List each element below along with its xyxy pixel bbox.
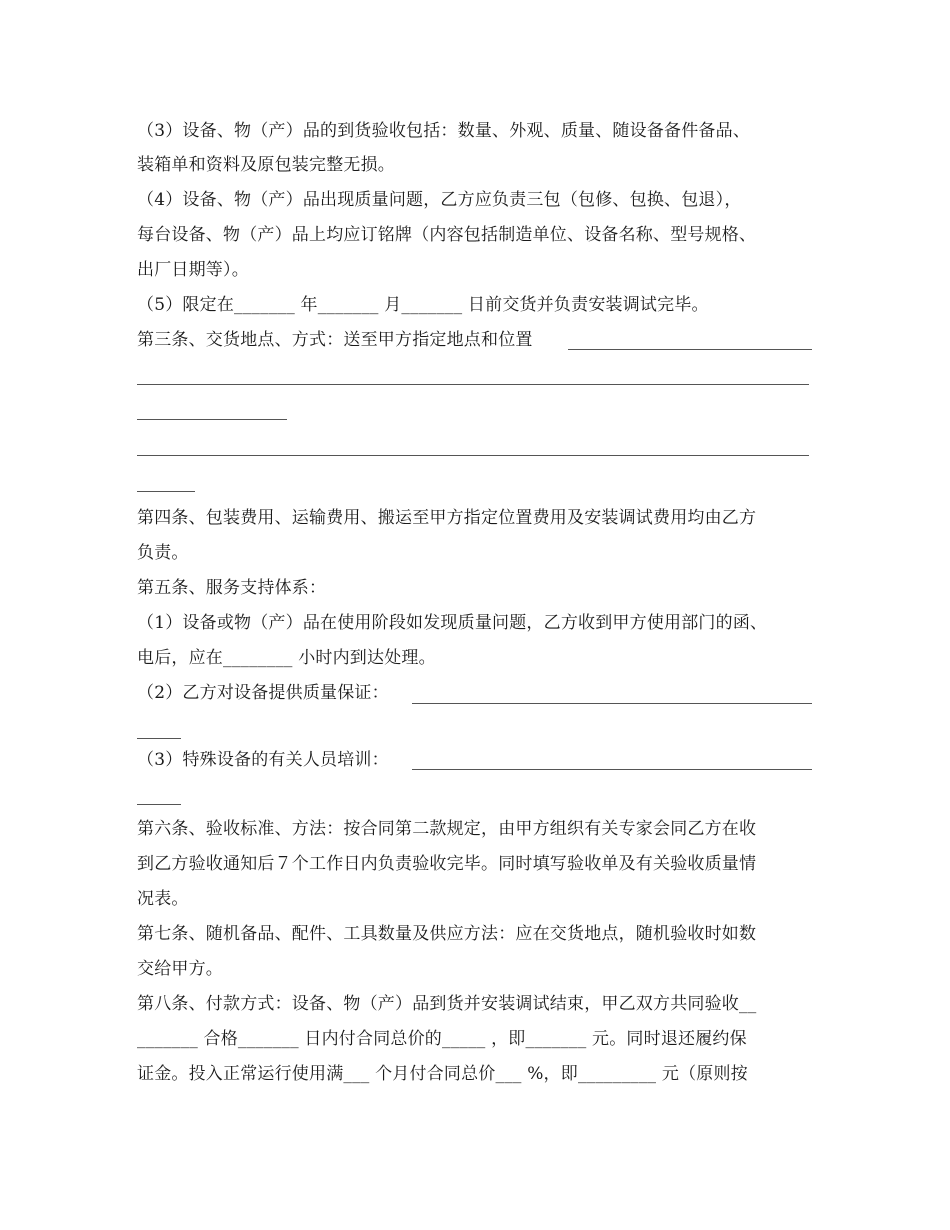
text-line: （5）限定在_______ 年_______ 月_______ 日前交货并负责安装调试完毕。 xyxy=(137,295,709,315)
text-line: 出厂日期等）。 xyxy=(137,260,249,280)
fill-in-blank xyxy=(137,419,287,420)
text-line: 证金。投入正常运行使用满___ 个月付合同总价___ %，即_________ 元（原则按 xyxy=(137,1064,748,1084)
text-line: （3）设备、物（产）品的到货验收包括：数量、外观、质量、随设备备件备品、 xyxy=(137,121,751,141)
text-line: 第七条、随机备品、配件、工具数量及供应方法：应在交货地点，随机验收时如数 xyxy=(137,924,757,944)
text-line: _______ 合格_______ 日内付合同总价的_____ ，即_______ 元。同时退还履约保 xyxy=(137,1029,747,1049)
text-line: （1）设备或物（产）品在使用阶段如发现质量问题，乙方收到甲方使用部门的函、 xyxy=(137,613,768,633)
text-line: 第四条、包装费用、运输费用、搬运至甲方指定位置费用及安装调试费用均由乙方 xyxy=(137,508,757,528)
text-line: 第三条、交货地点、方式：送至甲方指定地点和位置 xyxy=(137,330,533,350)
text-line: 每台设备、物（产）品上均应订铭牌（内容包括制造单位、设备名称、型号规格、 xyxy=(137,225,757,245)
text-line: 第六条、验收标准、方法：按合同第二款规定，由甲方组织有关专家会同乙方在收 xyxy=(137,819,757,839)
text-line: 到乙方验收通知后７个工作日内负责验收完毕。同时填写验收单及有关验收质量情 xyxy=(137,854,757,874)
fill-in-blank xyxy=(412,703,812,704)
text-line: 电后，应在________ 小时内到达处理。 xyxy=(137,648,436,668)
text-line: （3）特殊设备的有关人员培训： xyxy=(137,750,389,770)
text-line: 负责。 xyxy=(137,543,189,563)
fill-in-blank xyxy=(137,384,809,385)
text-line: （2）乙方对设备提供质量保证： xyxy=(137,683,389,703)
fill-in-blank xyxy=(137,804,181,805)
text-line: 装箱单和资料及原包装完整无损。 xyxy=(137,155,395,175)
fill-in-blank xyxy=(412,769,812,770)
fill-in-blank xyxy=(137,455,809,456)
fill-in-blank xyxy=(137,491,195,492)
text-line: （4）设备、物（产）品出现质量问题，乙方应负责三包（包修、包换、包退）， xyxy=(137,190,742,210)
fill-in-blank xyxy=(568,349,812,350)
text-line: 况表。 xyxy=(137,889,189,909)
text-line: 第八条、付款方式：设备、物（产）品到货并安装调试结束，甲乙双方共同验收__ xyxy=(137,994,757,1014)
text-line: 交给甲方。 xyxy=(137,959,223,979)
text-line: 第五条、服务支持体系： xyxy=(137,578,327,598)
fill-in-blank xyxy=(137,738,181,739)
